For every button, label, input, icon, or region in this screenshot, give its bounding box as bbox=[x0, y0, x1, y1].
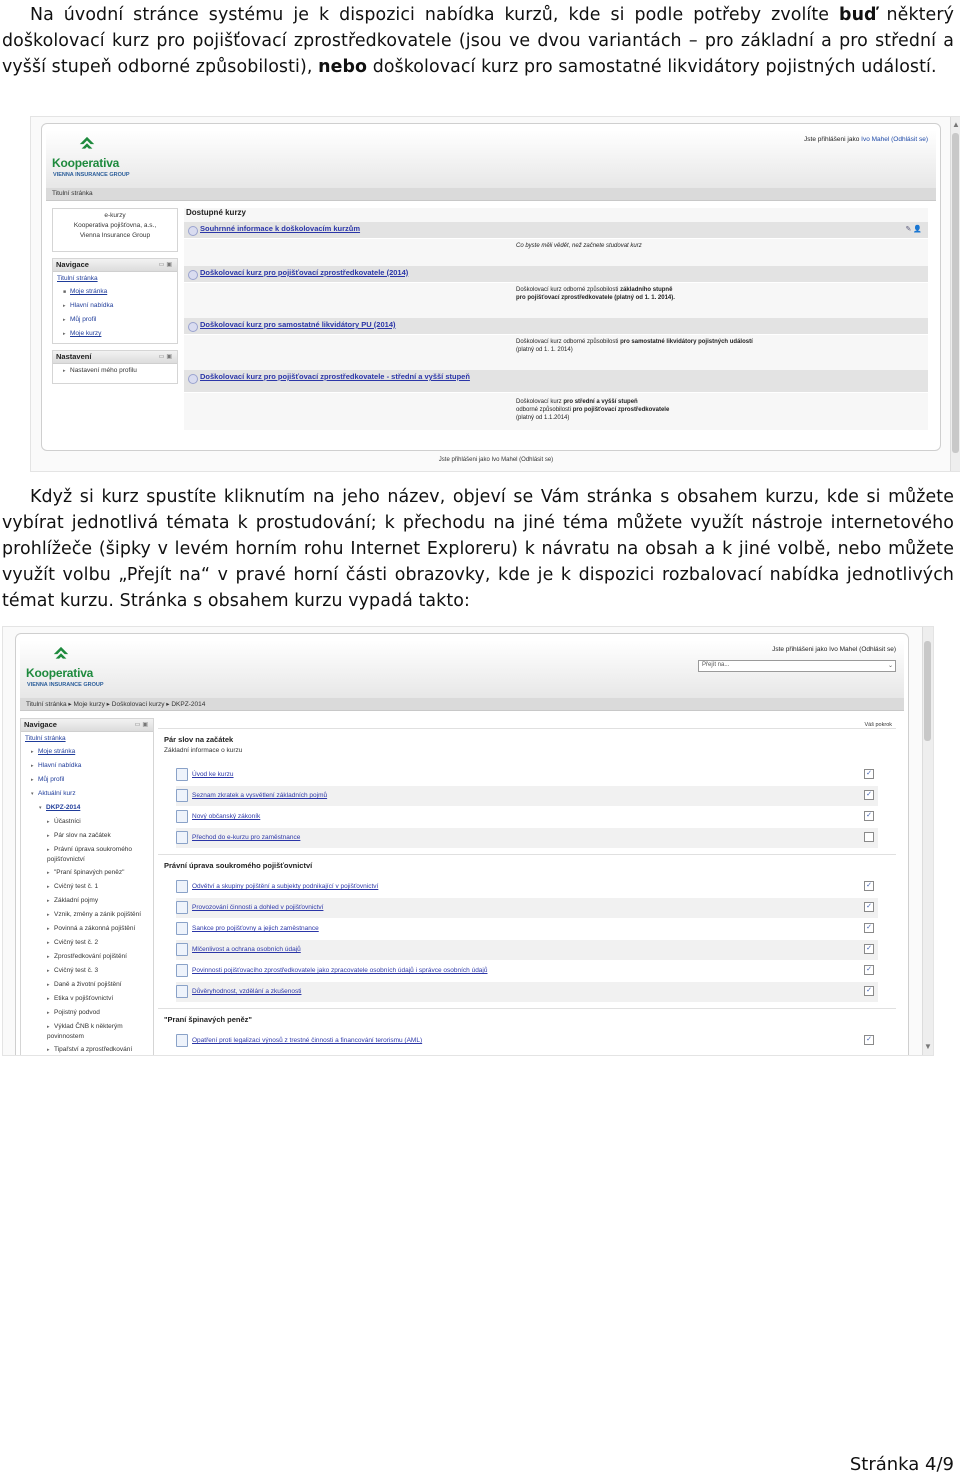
activity-row[interactable] bbox=[176, 786, 878, 806]
nav-tree-item-label: Pojistný podvod bbox=[54, 1009, 100, 1016]
tree-marker-icon: ▸ bbox=[47, 968, 50, 974]
nav-tree-item[interactable] bbox=[21, 936, 153, 950]
tree-marker-icon: ▸ bbox=[47, 982, 50, 988]
settings-item-label: Nastavení mého profilu bbox=[70, 367, 137, 374]
settings-item[interactable] bbox=[53, 364, 177, 378]
nav-tree-item-label: Cvičný test č. 2 bbox=[54, 939, 99, 946]
settings-block bbox=[52, 350, 178, 384]
nav-tree-item[interactable] bbox=[21, 829, 153, 843]
navigation-block bbox=[20, 718, 154, 1056]
tree-marker-icon: ▸ bbox=[47, 954, 50, 960]
course-desc-text: Doškolovací kurz odborné způsobilosti bbox=[516, 339, 621, 345]
course-link-dkpz[interactable]: Doškolovací kurz pro pojišťovací zprostředkovatele (2014) bbox=[200, 268, 409, 277]
course-link-liquidators[interactable]: Doškolovací kurz pro samostatné likvidátory PU (2014) bbox=[200, 320, 396, 329]
course-desc-validity: (platný od 1. 1. 2014). bbox=[612, 295, 675, 301]
course-desc-validity: (platný od 1. 1. 2014) bbox=[516, 347, 573, 353]
activity-link[interactable]: Provozování činnosti a dohled v pojišťovnictví bbox=[192, 904, 324, 911]
block-controls-icon[interactable]: ▭▣ bbox=[158, 354, 174, 360]
page-resource-icon bbox=[176, 901, 188, 914]
progress-label: Váš pokrok bbox=[864, 722, 892, 728]
tree-marker-icon: ▾ bbox=[31, 791, 34, 797]
login-user-link[interactable]: Ivo Mahel bbox=[861, 136, 890, 143]
nav-tree-item-label: "Praní špinavých peněz" bbox=[54, 869, 125, 876]
course-desc-validity: (platný od 1.1.2014) bbox=[516, 415, 570, 421]
breadcrumb-bar bbox=[20, 698, 904, 711]
course-desc-text: Doškolovací kurz odborné způsobilosti bbox=[516, 287, 621, 293]
tree-marker-icon: ▸ bbox=[47, 884, 50, 890]
completion-checked-icon[interactable]: ✓ bbox=[864, 923, 874, 933]
activity-link[interactable]: Úvod ke kurzu bbox=[192, 771, 234, 778]
course-desc-bold: pro pojišťovací zprostředkovatele bbox=[572, 407, 670, 413]
intro-text-2: některý doškolovací kurz pro pojišťovací zprostředkovatele (jsou ve dvou variantách – pro základní a pro střední a vyšší stupeň odborné způsobilosti), bbox=[2, 5, 954, 77]
navigation-tree bbox=[21, 732, 153, 1056]
tree-marker-icon: ▸ bbox=[47, 833, 50, 839]
intro-paragraph bbox=[2, 2, 954, 80]
nav-tree-item[interactable] bbox=[21, 880, 153, 894]
nav-tree-item[interactable] bbox=[21, 992, 153, 1006]
tree-marker-icon: ▸ bbox=[47, 1047, 50, 1053]
intro-text-3: doškolovací kurz pro samostatné likvidátory pojistných událostí. bbox=[367, 57, 937, 77]
completion-checked-icon[interactable]: ✓ bbox=[864, 769, 874, 779]
page-number: Stránka 4/9 bbox=[849, 1454, 954, 1475]
completion-unchecked-icon[interactable] bbox=[864, 832, 874, 842]
course-row-liquidators[interactable] bbox=[184, 318, 928, 335]
tree-marker-icon: ▸ bbox=[63, 368, 66, 374]
nav-tree-item[interactable] bbox=[21, 801, 153, 815]
sidebar-item-label: Moje stránka bbox=[70, 288, 108, 295]
completion-checked-icon[interactable]: ✓ bbox=[864, 790, 874, 800]
nav-tree-item-label: Právní úprava soukromého pojišťovnictví bbox=[47, 846, 133, 863]
activity-row[interactable] bbox=[176, 1031, 878, 1051]
scroll-down-icon[interactable]: ▼ bbox=[924, 1042, 932, 1051]
completion-checked-icon[interactable]: ✓ bbox=[864, 986, 874, 996]
scroll-thumb[interactable] bbox=[952, 133, 959, 453]
course-desc-bold: základního stupně bbox=[620, 287, 673, 293]
login-info[interactable]: Jste přihlášeni jako Ivo Mahel (Odhlásit se) bbox=[772, 646, 896, 653]
browser-window bbox=[15, 633, 909, 1056]
activity-row[interactable] bbox=[176, 961, 878, 981]
page-resource-icon bbox=[176, 880, 188, 893]
nav-tree-item[interactable] bbox=[21, 1020, 151, 1043]
activity-link[interactable]: Odvětví a skupiny pojištění a subjekty podnikající v pojišťovnictví bbox=[192, 883, 379, 890]
course-desc-text: odborné způsobilosti bbox=[516, 407, 573, 413]
available-courses-title: Dostupné kurzy bbox=[186, 208, 247, 217]
activity-link[interactable]: Seznam zkratek a vysvětlení základních pojmů bbox=[192, 792, 328, 799]
course-row-dkpz[interactable] bbox=[184, 266, 928, 283]
nav-tree-item[interactable] bbox=[21, 759, 153, 773]
page-resource-icon bbox=[176, 1034, 188, 1047]
nav-tree-item-label: Hlavní nabídka bbox=[38, 762, 82, 769]
course-desc-dkpz bbox=[516, 286, 806, 302]
screenshot-course-content bbox=[2, 626, 934, 1056]
logo-text: Kooperativa bbox=[26, 666, 94, 680]
available-courses bbox=[184, 208, 928, 430]
settings-list bbox=[53, 364, 177, 378]
nav-tree-item-label: Účastníci bbox=[54, 818, 81, 825]
activity-link[interactable]: Nový občanský zákoník bbox=[192, 813, 261, 820]
activity-link[interactable]: Mlčenlivost a ochrana osobních údajů bbox=[192, 946, 301, 953]
navigation-block bbox=[52, 258, 178, 344]
sidebar-item[interactable] bbox=[53, 327, 177, 341]
course-section bbox=[158, 1008, 896, 1056]
navigation-list bbox=[53, 272, 177, 341]
sidebar-item-label: Hlavní nabídka bbox=[70, 302, 114, 309]
completion-checked-icon[interactable]: ✓ bbox=[864, 1035, 874, 1045]
course-content bbox=[158, 718, 902, 1056]
activity-link[interactable]: Opatření proti legalizaci výnosů z trestné činnosti a financování terorismu (AML) bbox=[192, 1037, 423, 1044]
nav-tree-item-label: Titulní stránka bbox=[25, 735, 66, 742]
sidebar-item[interactable] bbox=[53, 285, 177, 299]
nav-tree-item-label: Výklad ČNB k některým povinnostem bbox=[47, 1023, 123, 1040]
nav-tree-item-label: Etika v pojišťovnictví bbox=[54, 995, 114, 1002]
course-icon bbox=[188, 322, 198, 332]
navigation-block-header bbox=[21, 719, 153, 732]
site-header bbox=[20, 640, 904, 699]
course-row-higher[interactable] bbox=[184, 370, 928, 393]
navigation-title: Navigace bbox=[56, 260, 89, 269]
completion-checked-icon[interactable]: ✓ bbox=[864, 902, 874, 912]
tree-marker-icon: ▸ bbox=[47, 1010, 50, 1016]
scroll-thumb[interactable] bbox=[924, 641, 931, 741]
course-desc-liquidators bbox=[516, 338, 806, 354]
screenshot-course-list bbox=[30, 116, 960, 472]
nav-tree-item[interactable] bbox=[21, 745, 153, 759]
nav-tree-item-label: Povinná a zákonná pojištění bbox=[54, 925, 136, 932]
kooperativa-logo bbox=[26, 646, 116, 692]
nav-tree-item[interactable] bbox=[21, 787, 153, 801]
activity-row[interactable] bbox=[176, 982, 878, 1002]
footer-login: Jste přihlášeni jako Ivo Mahel (Odhlásit se) bbox=[438, 457, 554, 463]
page-resource-icon bbox=[176, 831, 188, 844]
intro-bold-nebo: nebo bbox=[318, 57, 368, 77]
instructions-paragraph: Když si kurz spustíte kliknutím na jeho název, objeví se Vám stránka s obsahem kurzu, kde si můžete vybírat jednotlivá témata k prostudování; k přechodu na jiné téma můžete využít nástroje internetového prohlížeče (šipky v levém horním rohu Internet Exploreru) k návratu na obsah a k jiné volbě, nebo můžete využít volbu „Přejít na“ v pravé horní části obrazovky, kde je k dispozici rozbalovací nabídka jednotlivých témat kurzu. Stránka s obsahem kurzu vypadá takto: bbox=[2, 487, 954, 611]
nav-tree-item-label: Cvičný test č. 3 bbox=[54, 967, 99, 974]
course-row-summary[interactable] bbox=[184, 222, 928, 239]
logo-mark-icon bbox=[52, 646, 70, 664]
org-info-block bbox=[52, 208, 178, 252]
sidebar-item-label: Můj profil bbox=[70, 316, 97, 323]
page-resource-icon bbox=[176, 943, 188, 956]
activity-link[interactable]: Sankce pro pojišťovny a jejich zaměstnance bbox=[192, 925, 319, 932]
breadcrumb[interactable]: Titulní stránka bbox=[52, 190, 93, 197]
intro-text-1: Na úvodní stránce systému je k dispozici nabídka kurzů, kde si podle potřeby zvolíte bbox=[30, 5, 840, 25]
logo-subtitle: VIENNA INSURANCE GROUP bbox=[53, 172, 130, 178]
nav-tree-item[interactable] bbox=[21, 950, 153, 964]
logo-text: Kooperativa bbox=[52, 156, 120, 170]
nav-tree-item[interactable] bbox=[21, 866, 153, 880]
activity-row[interactable] bbox=[176, 877, 878, 897]
nav-tree-item-label: Daně a životní pojištění bbox=[54, 981, 122, 988]
section-title: Právní úprava soukromého pojišťovnictví bbox=[164, 861, 313, 870]
course-icon bbox=[188, 270, 198, 280]
page-resource-icon bbox=[176, 789, 188, 802]
tree-marker-icon: ■ bbox=[63, 289, 67, 295]
course-desc-bold: pro pojišťovací zprostředkovatele bbox=[516, 295, 613, 301]
navigation-block-header bbox=[53, 259, 177, 272]
nav-tree-item[interactable] bbox=[21, 1043, 153, 1056]
chevron-down-icon: ⌄ bbox=[887, 663, 893, 669]
activity-link[interactable]: Přechod do e-kurzu pro zaměstnance bbox=[192, 834, 301, 841]
nav-tree-item[interactable] bbox=[21, 978, 153, 992]
page-resource-icon bbox=[176, 985, 188, 998]
activity-row[interactable] bbox=[176, 940, 878, 960]
jump-to-value: Přejít na... bbox=[702, 662, 730, 668]
sidebar-item[interactable] bbox=[53, 272, 177, 285]
tree-marker-icon: ▸ bbox=[47, 1024, 50, 1030]
activity-row[interactable] bbox=[176, 898, 878, 918]
kooperativa-logo bbox=[52, 136, 142, 182]
course-icon bbox=[188, 374, 198, 384]
tree-marker-icon: ▸ bbox=[47, 940, 50, 946]
activity-row[interactable] bbox=[176, 828, 878, 848]
activity-row[interactable] bbox=[176, 807, 878, 827]
tree-marker-icon: ▸ bbox=[63, 317, 66, 323]
jump-to-select[interactable] bbox=[698, 660, 896, 672]
nav-tree-item-label: Zprostředkování pojištění bbox=[54, 953, 127, 960]
course-section bbox=[158, 854, 896, 1007]
logo-subtitle: VIENNA INSURANCE GROUP bbox=[27, 682, 104, 688]
sidebar-item[interactable] bbox=[53, 313, 177, 327]
org-line-3: Vienna Insurance Group bbox=[79, 232, 151, 239]
tree-marker-icon: ▸ bbox=[47, 926, 50, 932]
tree-marker-icon: ▸ bbox=[47, 819, 50, 825]
nav-tree-item[interactable] bbox=[21, 908, 151, 922]
nav-tree-item[interactable] bbox=[21, 843, 151, 866]
org-line-1: e-kurzy bbox=[104, 212, 126, 219]
nav-tree-item-label: Aktuální kurz bbox=[38, 790, 76, 797]
breadcrumb-bar bbox=[46, 188, 936, 201]
tree-marker-icon: ▸ bbox=[63, 303, 66, 309]
tree-marker-icon: ▸ bbox=[47, 847, 50, 853]
nav-tree-item[interactable] bbox=[21, 964, 153, 978]
nav-tree-item-label: Základní pojmy bbox=[54, 897, 99, 904]
tree-marker-icon: ▾ bbox=[39, 805, 42, 811]
login-prefix: Jste přihlášeni jako bbox=[804, 136, 862, 143]
nav-tree-item[interactable] bbox=[21, 894, 153, 908]
scroll-up-icon[interactable]: ▲ bbox=[952, 120, 960, 129]
site-header bbox=[46, 130, 936, 189]
section-title: Pár slov na začátek bbox=[164, 735, 234, 744]
logo-mark-icon bbox=[78, 136, 96, 154]
activity-row[interactable] bbox=[176, 765, 878, 785]
login-info bbox=[804, 136, 928, 143]
tree-marker-icon: ▸ bbox=[47, 996, 50, 1002]
completion-checked-icon[interactable]: ✓ bbox=[864, 944, 874, 954]
nav-tree-item-label: Můj profil bbox=[38, 776, 65, 783]
nav-tree-item-label: DKPZ-2014 bbox=[46, 804, 81, 811]
block-controls-icon[interactable]: ▭▣ bbox=[134, 722, 150, 728]
nav-tree-item-label: Moje stránka bbox=[38, 748, 76, 755]
nav-tree-item[interactable] bbox=[21, 773, 153, 787]
tree-marker-icon: ▸ bbox=[31, 777, 34, 783]
sidebar-item[interactable] bbox=[53, 299, 177, 313]
nav-tree-item-label: Vznik, změny a zánik pojištění bbox=[54, 911, 142, 918]
completion-checked-icon[interactable]: ✓ bbox=[864, 965, 874, 975]
nav-tree-item-label: Tipařství a zprostředkování bbox=[54, 1046, 133, 1053]
course-desc-bold: pro střední a vyšší stupeň bbox=[563, 399, 638, 405]
section-title: "Praní špinavých peněz" bbox=[164, 1015, 252, 1024]
nav-tree-item[interactable] bbox=[21, 922, 153, 936]
page-resource-icon bbox=[176, 810, 188, 823]
tree-marker-icon: ▸ bbox=[31, 749, 34, 755]
course-info-icons[interactable]: ✎ 👤 bbox=[905, 226, 922, 233]
nav-tree-item[interactable] bbox=[21, 815, 153, 829]
tree-marker-icon: ▸ bbox=[47, 870, 50, 876]
completion-checked-icon[interactable]: ✓ bbox=[864, 811, 874, 821]
course-link-higher[interactable]: Doškolovací kurz pro pojišťovací zprostředkovatele - střední a vyšší stupeň bbox=[200, 372, 470, 381]
block-controls-icon[interactable]: ▭▣ bbox=[158, 262, 174, 268]
course-desc-bold: pro samostatné likvidátory pojistných událostí bbox=[620, 339, 753, 345]
completion-checked-icon[interactable]: ✓ bbox=[864, 881, 874, 891]
sidebar-item-label: Moje kurzy bbox=[70, 330, 102, 337]
activity-link[interactable]: Důvěryhodnost, vzdělání a zkušenosti bbox=[192, 988, 302, 995]
scrollbar[interactable] bbox=[922, 627, 933, 1055]
settings-title: Nastavení bbox=[56, 352, 92, 361]
activity-row[interactable] bbox=[176, 919, 878, 939]
course-desc-summary: Co byste měli vědět, než začnete studovat kurz bbox=[516, 243, 642, 249]
section-subtitle: Základní informace o kurzu bbox=[164, 747, 243, 754]
course-section bbox=[158, 728, 896, 853]
browser-window bbox=[41, 123, 941, 451]
tree-marker-icon: ▸ bbox=[31, 763, 34, 769]
course-desc-higher bbox=[516, 398, 806, 422]
activity-link[interactable]: Povinnosti pojišťovacího zprostředkovatele jako zpracovatele osobních údajů i správce osobních údajů bbox=[192, 967, 488, 974]
course-icon bbox=[188, 226, 198, 236]
logout-link[interactable]: (Odhlásit se) bbox=[891, 136, 928, 143]
breadcrumb[interactable]: Titulní stránka ▸ Moje kurzy ▸ Doškolovací kurzy ▸ DKPZ-2014 bbox=[26, 701, 206, 708]
course-desc-text: Doškolovací kurz bbox=[516, 399, 564, 405]
tree-marker-icon: ▸ bbox=[63, 331, 66, 337]
course-link-summary[interactable]: Souhrnné informace k doškolovacím kurzům bbox=[200, 224, 361, 233]
org-line-2: Kooperativa pojišťovna, a.s., bbox=[73, 222, 157, 229]
nav-tree-item-label: Cvičný test č. 1 bbox=[54, 883, 99, 890]
nav-tree-item-label: Pár slov na začátek bbox=[54, 832, 111, 839]
nav-tree-item[interactable] bbox=[21, 1006, 153, 1020]
scrollbar[interactable] bbox=[950, 117, 960, 471]
tree-marker-icon: ▸ bbox=[47, 912, 50, 918]
page-resource-icon bbox=[176, 768, 188, 781]
navigation-title: Navigace bbox=[24, 720, 57, 729]
settings-block-header bbox=[53, 351, 177, 364]
page-resource-icon bbox=[176, 922, 188, 935]
sidebar-item-label: Titulní stránka bbox=[57, 275, 98, 282]
intro-bold-bud: buď bbox=[839, 5, 877, 25]
tree-marker-icon: ▸ bbox=[47, 898, 50, 904]
page-resource-icon bbox=[176, 964, 188, 977]
nav-tree-item[interactable] bbox=[21, 732, 153, 745]
